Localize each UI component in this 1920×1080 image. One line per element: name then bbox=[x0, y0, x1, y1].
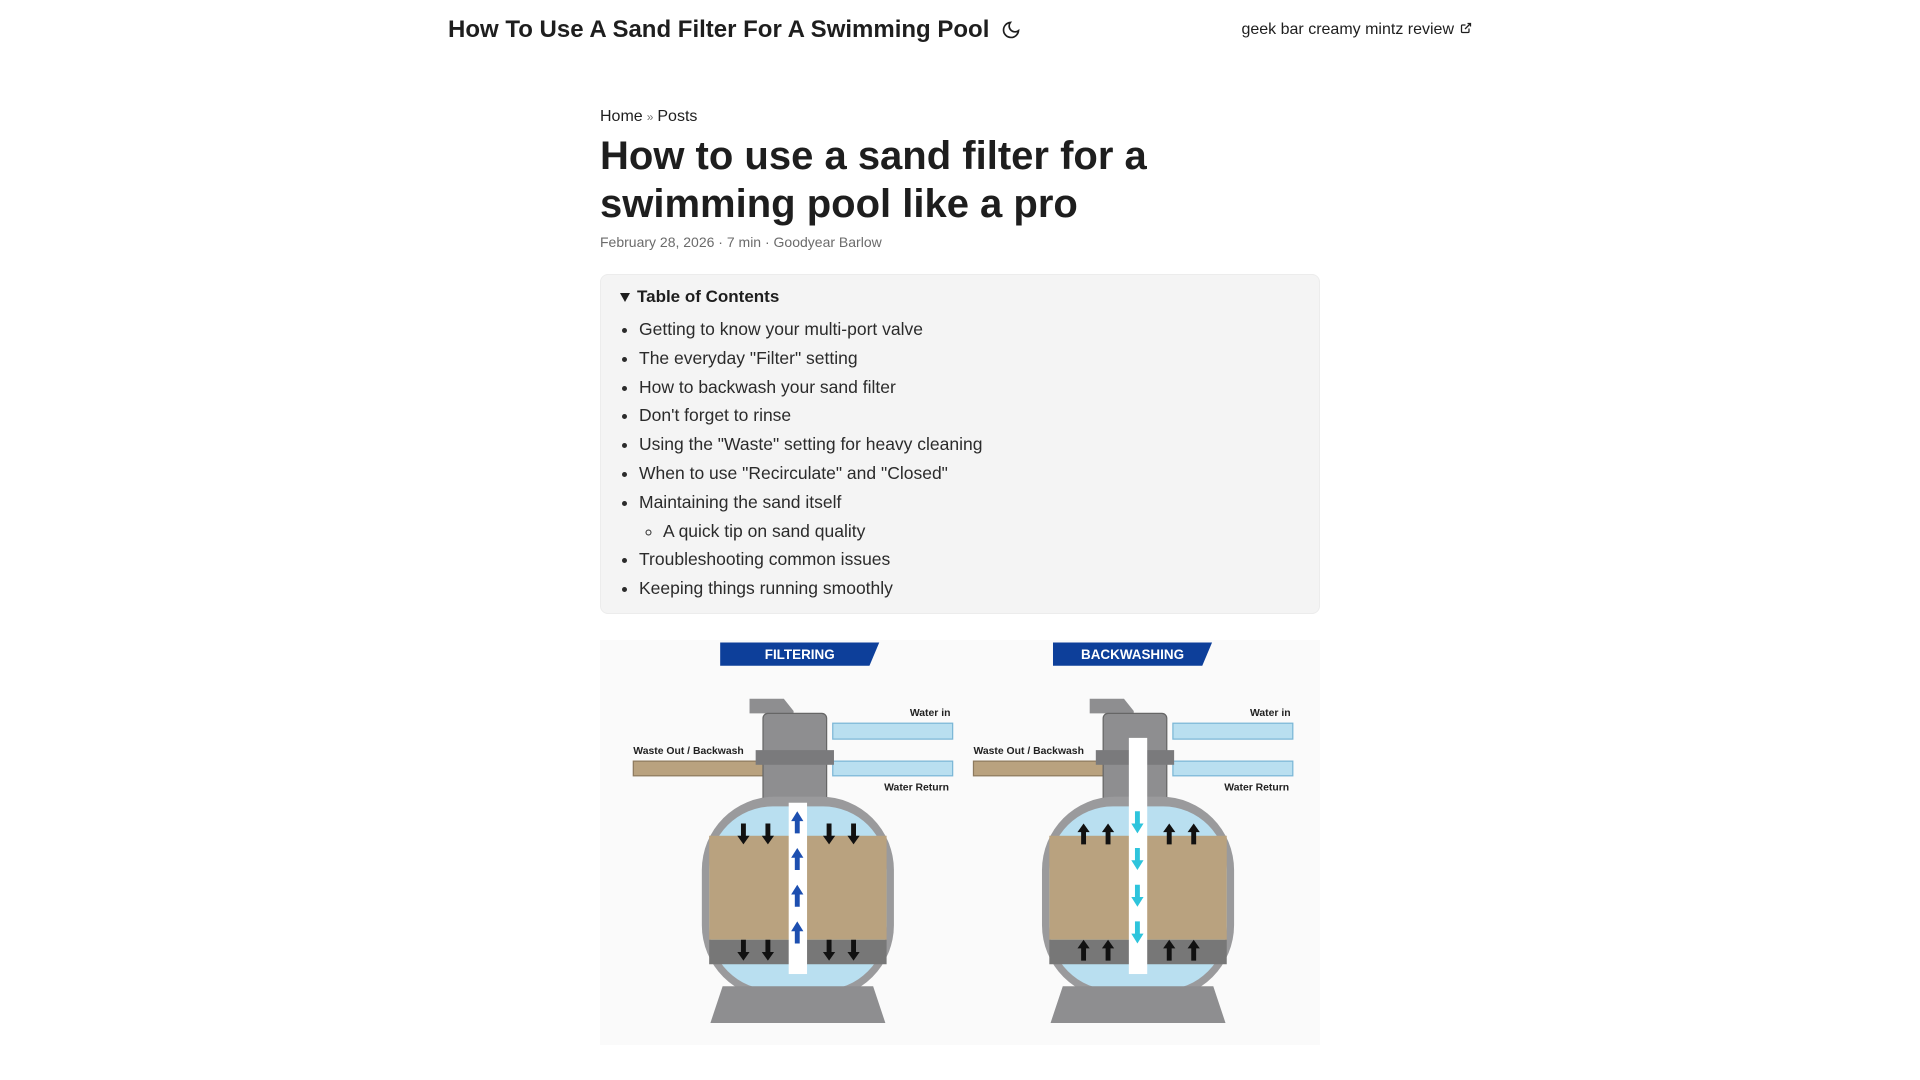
moon-icon[interactable] bbox=[1001, 20, 1021, 40]
backwashing-tank-illustration bbox=[973, 642, 1292, 1023]
toc-link[interactable]: Using the "Waste" setting for heavy cleaning bbox=[639, 434, 983, 455]
waste-out-label: Waste Out / Backwash bbox=[633, 745, 744, 757]
toc-link[interactable]: Don't forget to rinse bbox=[639, 405, 792, 426]
water-in-label: Water in bbox=[909, 707, 951, 719]
toc-link[interactable]: Keeping things running smoothly bbox=[639, 578, 893, 599]
breadcrumb bbox=[600, 108, 1320, 126]
toc-link[interactable]: When to use "Recirculate" and "Closed" bbox=[639, 462, 948, 483]
toc-item bbox=[639, 488, 1301, 546]
toc-link[interactable]: A quick tip on sand quality bbox=[663, 520, 866, 541]
filtering-badge-label: FILTERING bbox=[764, 646, 835, 662]
site-title: How To Use A Sand Filter For A Swimming Pool bbox=[448, 16, 990, 43]
breadcrumb-separator: » bbox=[646, 110, 654, 124]
filtering-tank-illustration bbox=[633, 642, 952, 1023]
waste-pipe bbox=[973, 761, 1105, 776]
toc-item bbox=[639, 344, 1301, 373]
toc-link[interactable]: How to backwash your sand filter bbox=[639, 376, 896, 397]
table-of-contents bbox=[600, 274, 1320, 614]
external-link-label: geek bar creamy mintz review bbox=[1241, 21, 1454, 38]
toc-link[interactable]: Getting to know your multi-port valve bbox=[639, 319, 924, 339]
water-return-label: Water Return bbox=[884, 782, 949, 794]
water-in-pipe bbox=[833, 723, 953, 739]
site-logo-link[interactable] bbox=[448, 16, 1021, 44]
meta-separator: · bbox=[718, 234, 723, 250]
valve-ring bbox=[756, 750, 834, 765]
toc-subitem bbox=[663, 517, 1301, 546]
water-in-label: Water in bbox=[1249, 707, 1291, 719]
water-return-label: Water Return bbox=[1224, 782, 1290, 794]
meta-separator: · bbox=[764, 234, 770, 250]
sand-filter-diagram bbox=[600, 640, 1320, 1045]
toc-link[interactable]: Troubleshooting common issues bbox=[639, 549, 891, 570]
toc-item bbox=[639, 401, 1301, 430]
external-link[interactable] bbox=[1241, 21, 1472, 39]
toc-item bbox=[639, 315, 1301, 344]
external-link-icon bbox=[1460, 21, 1472, 39]
breadcrumb-home[interactable]: Home bbox=[600, 108, 643, 125]
water-return-pipe bbox=[833, 761, 953, 776]
toc-item bbox=[639, 574, 1301, 603]
post-title: How to use a sand filter for a swimming pool like a pro bbox=[600, 134, 1147, 226]
post-author: Goodyear Barlow bbox=[773, 234, 882, 250]
toc-toggle[interactable] bbox=[619, 287, 1301, 307]
tank-base bbox=[710, 986, 885, 1023]
water-in-pipe bbox=[1173, 723, 1293, 739]
water-return-pipe bbox=[1173, 761, 1293, 776]
toc-item bbox=[639, 545, 1301, 574]
triangle-down-icon bbox=[619, 291, 631, 303]
toc-list bbox=[619, 315, 1301, 603]
waste-out-label: Waste Out / Backwash bbox=[973, 745, 1084, 757]
toc-item bbox=[639, 430, 1301, 459]
backwashing-badge-label: BACKWASHING bbox=[1081, 646, 1185, 662]
post-meta bbox=[600, 234, 1320, 250]
toc-link[interactable]: Maintaining the sand itself bbox=[639, 491, 842, 512]
toc-link[interactable]: The everyday "Filter" setting bbox=[639, 347, 858, 368]
breadcrumb-posts[interactable]: Posts bbox=[657, 108, 698, 125]
post-read-time: 7 min bbox=[726, 234, 762, 250]
site-header bbox=[448, 0, 1472, 60]
toc-item bbox=[639, 373, 1301, 402]
tank-base bbox=[1051, 986, 1226, 1023]
toc-item bbox=[639, 459, 1301, 488]
post-main bbox=[600, 108, 1320, 1045]
post-date: February 28, 2026 bbox=[600, 234, 715, 250]
toc-title: Table of Contents bbox=[637, 287, 780, 306]
waste-pipe bbox=[633, 761, 765, 776]
